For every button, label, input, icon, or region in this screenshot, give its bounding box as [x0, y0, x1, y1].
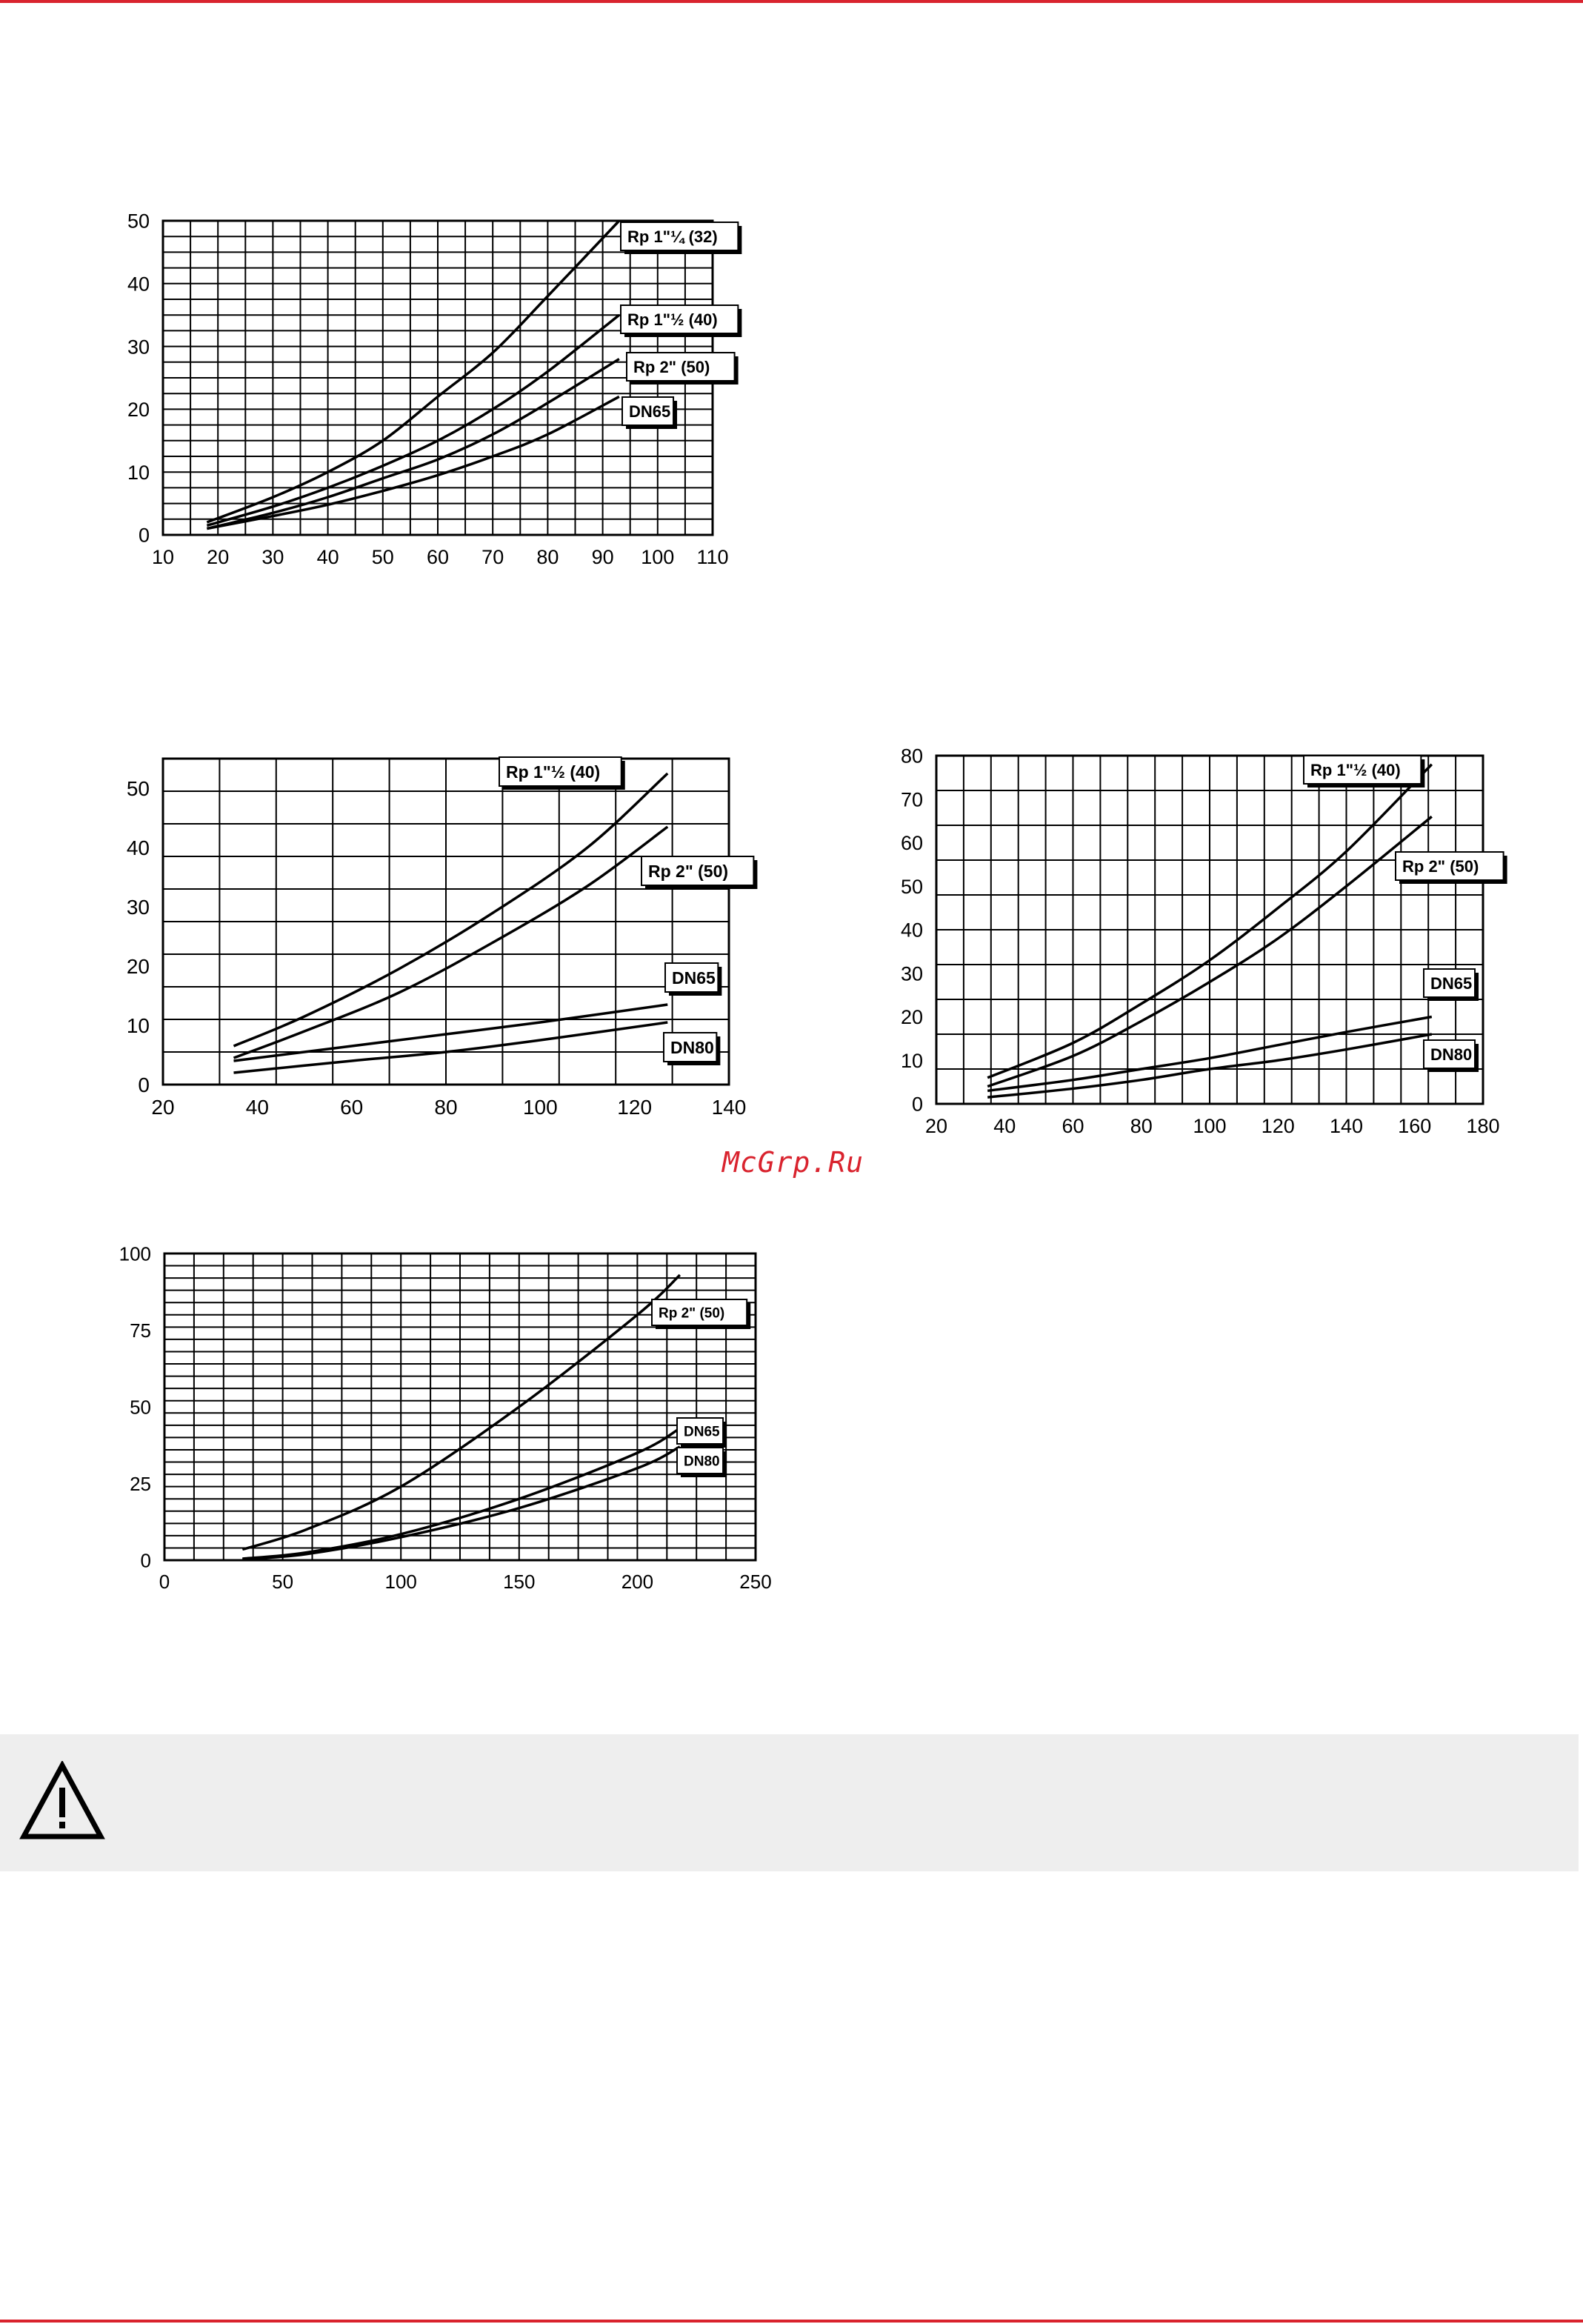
y-tick-label: 0: [911, 1093, 923, 1116]
x-tick-label: 100: [641, 546, 675, 568]
y-tick-label: 50: [900, 875, 923, 898]
y-tick-label: 10: [126, 1014, 150, 1038]
x-tick-label: 40: [993, 1115, 1016, 1137]
y-tick-label: 30: [127, 336, 150, 359]
series-label-text: Rp 1"½ (40): [506, 762, 601, 782]
y-tick-label: 100: [119, 1242, 151, 1265]
x-tick-label: 60: [1062, 1115, 1084, 1137]
y-tick-label: 20: [900, 1006, 923, 1029]
bottom-accent-line: [0, 2320, 1583, 2323]
series-label: [1396, 852, 1507, 884]
y-tick-label: 50: [126, 777, 150, 801]
y-tick-label: 40: [126, 836, 150, 860]
series-label: [1304, 756, 1424, 788]
series-label-text: DN65: [672, 968, 716, 988]
x-tick-label: 80: [434, 1096, 458, 1119]
series-label-text: DN65: [684, 1424, 720, 1440]
series-line: [242, 1275, 680, 1550]
x-tick-label: 20: [151, 1096, 175, 1119]
y-tick-label: 60: [900, 832, 923, 855]
x-tick-label: 20: [207, 546, 230, 568]
series-label: [652, 1299, 750, 1329]
y-tick-label: 20: [126, 955, 150, 979]
watermark-text: McGrp.Ru: [722, 1146, 864, 1179]
y-tick-label: 0: [140, 1549, 151, 1572]
x-tick-label: 80: [536, 546, 559, 568]
x-tick-label: 120: [617, 1096, 653, 1119]
x-tick-label: 60: [340, 1096, 364, 1119]
x-tick-label: 20: [924, 1115, 948, 1137]
x-tick-label: 40: [316, 546, 339, 568]
series-label-text: Rp 1"½ (40): [627, 310, 718, 329]
pressure-drop-chart-4: [0, 0, 815, 1630]
y-tick-label: 10: [900, 1049, 923, 1072]
chart-grid: [936, 756, 1483, 1104]
x-tick-label: 250: [739, 1571, 772, 1593]
y-tick-label: 50: [130, 1396, 151, 1419]
series-label-text: Rp 1"½ (40): [1310, 760, 1401, 779]
x-tick-label: 70: [481, 546, 504, 568]
series-label-text: DN80: [670, 1037, 714, 1057]
y-tick-label: 70: [900, 788, 923, 811]
series-label-text: DN80: [684, 1454, 720, 1470]
x-tick-label: 140: [1329, 1115, 1364, 1137]
y-tick-label: 80: [900, 745, 923, 768]
series-label-text: Rp 2" (50): [648, 861, 729, 881]
x-tick-label: 150: [503, 1571, 536, 1593]
x-tick-label: 30: [261, 546, 284, 568]
series-label-text: DN65: [629, 402, 671, 421]
x-tick-label: 80: [1130, 1115, 1153, 1137]
y-tick-label: 30: [900, 962, 923, 985]
series-label: [677, 1448, 727, 1477]
series-label: [1424, 1040, 1479, 1072]
y-tick-label: 75: [130, 1319, 151, 1342]
x-tick-label: 10: [151, 546, 175, 568]
x-tick-label: 40: [245, 1096, 269, 1119]
series-label-text: Rp 2" (50): [633, 357, 710, 376]
x-tick-label: 50: [272, 1571, 294, 1593]
series-label: [1424, 969, 1479, 1001]
y-tick-label: 0: [138, 524, 150, 547]
x-tick-label: 100: [384, 1571, 417, 1593]
y-tick-label: 50: [127, 210, 150, 233]
x-tick-label: 100: [1193, 1115, 1227, 1137]
y-tick-label: 0: [138, 1073, 150, 1097]
x-tick-label: 160: [1398, 1115, 1432, 1137]
x-tick-label: 100: [522, 1096, 558, 1119]
y-tick-label: 30: [126, 896, 150, 919]
x-tick-label: 120: [1261, 1115, 1295, 1137]
warning-box: [0, 1734, 1579, 1871]
x-tick-label: 60: [426, 546, 450, 568]
series-label-text: Rp 1"¼ (32): [627, 227, 718, 246]
series-label-text: Rp 2" (50): [1402, 856, 1479, 876]
y-tick-label: 20: [127, 399, 150, 422]
x-tick-label: 50: [371, 546, 394, 568]
series-label-text: DN65: [1430, 973, 1473, 993]
y-tick-label: 25: [130, 1472, 151, 1495]
x-tick-label: 140: [711, 1096, 747, 1119]
x-tick-label: 110: [696, 546, 729, 568]
series-label-text: Rp 2" (50): [659, 1305, 725, 1322]
x-tick-label: 0: [159, 1571, 170, 1593]
series-label: [677, 1418, 727, 1448]
x-tick-label: 200: [621, 1571, 654, 1593]
series-label-text: DN80: [1430, 1045, 1473, 1064]
x-tick-label: 90: [591, 546, 614, 568]
x-tick-label: 180: [1466, 1115, 1500, 1137]
y-tick-label: 40: [127, 273, 150, 296]
y-tick-label: 40: [900, 919, 923, 942]
warning-triangle-icon: [19, 1761, 105, 1841]
y-tick-label: 10: [127, 461, 150, 484]
